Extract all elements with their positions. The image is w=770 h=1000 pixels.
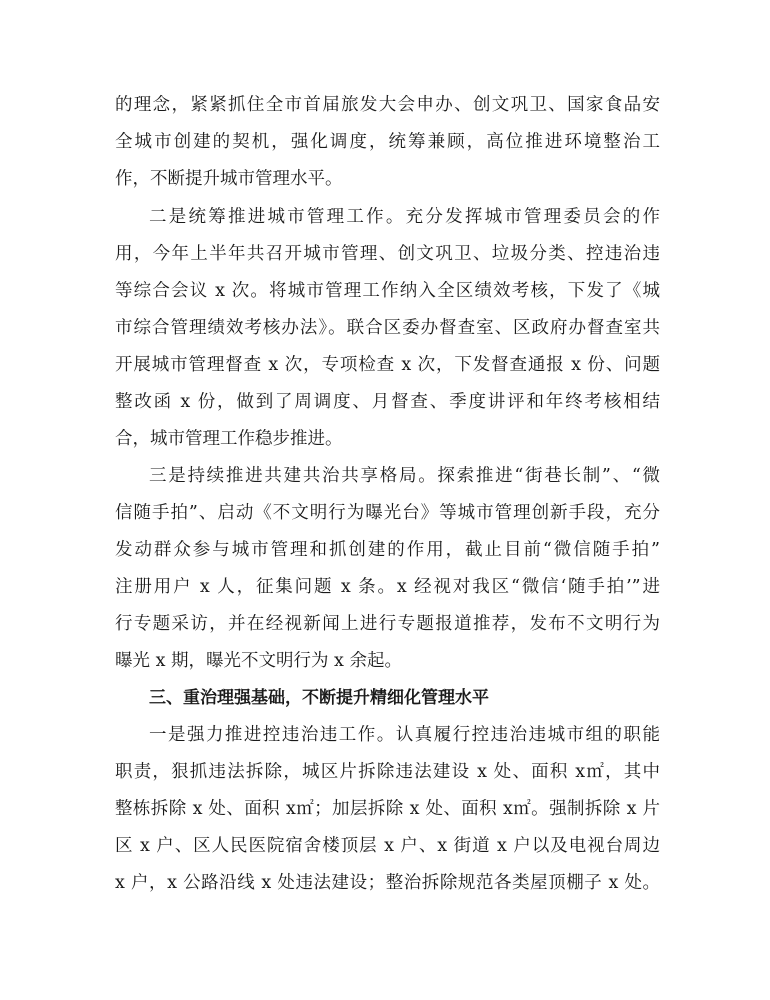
text-line: 合，城市管理工作稳步推进。 (115, 429, 343, 449)
section-heading: 三、重治理强基础，不断提升精细化管理水平 (149, 688, 489, 708)
text-line: 市综合管理绩效考核办法》。联合区委办督查室、区政府办督查室共 (115, 318, 660, 338)
text-line: 用，今年上半年共召开城市管理、创文巩卫、垃圾分类、控违治违 (115, 244, 660, 264)
text-line: 一是强力推进控违治违工作。认真履行控违治违城市组的职能 (149, 725, 660, 745)
text-line: 发动群众参与城市管理和抓创建的作用，截止目前“微信随手拍” (115, 540, 660, 560)
text-line: 全城市创建的契机，强化调度，统筹兼顾，高位推进环境整治工 (115, 132, 660, 152)
text-line: 注册用户 x 人，征集问题 x 条。x 经视对我区“微信‘随手拍’”进 (115, 577, 660, 597)
text-line: x 户，x 公路沿线 x 处违法建设；整治拆除规范各类屋顶棚子 x 处。 (115, 873, 660, 893)
text-line: 三是持续推进共建共治共享格局。探索推进“街巷长制”、“微 (149, 466, 660, 486)
text-line: 行专题采访，并在经视新闻上进行专题报道推荐，发布不文明行为 (115, 614, 660, 634)
text-line: 整改函 x 份，做到了周调度、月督查、季度讲评和年终考核相结 (115, 392, 660, 412)
text-line: 开展城市管理督查 x 次，专项检查 x 次，下发督查通报 x 份、问题 (115, 355, 660, 375)
text-line: 整栋拆除 x 处、面积 x㎡；加层拆除 x 处、面积 x㎡。强制拆除 x 片 (115, 799, 660, 819)
text-line: 二是统筹推进城市管理工作。充分发挥城市管理委员会的作 (149, 207, 660, 227)
text-line: 等综合会议 x 次。将城市管理工作纳入全区绩效考核，下发了《城 (115, 281, 660, 301)
text-line: 职责，狠抓违法拆除，城区片拆除违法建设 x 处、面积 x㎡，其中 (115, 762, 660, 782)
text-line: 区 x 户、区人民医院宿舍楼顶层 x 户、x 街道 x 户以及电视台周边 (115, 836, 660, 856)
text-line: 曝光 x 期，曝光不文明行为 x 余起。 (115, 651, 402, 671)
text-line: 信随手拍”、启动《不文明行为曝光台》等城市管理创新手段，充分 (115, 503, 660, 523)
text-line: 的理念，紧紧抓住全市首届旅发大会申办、创文巩卫、国家食品安 (115, 95, 660, 115)
text-line: 作，不断提升城市管理水平。 (115, 169, 343, 189)
